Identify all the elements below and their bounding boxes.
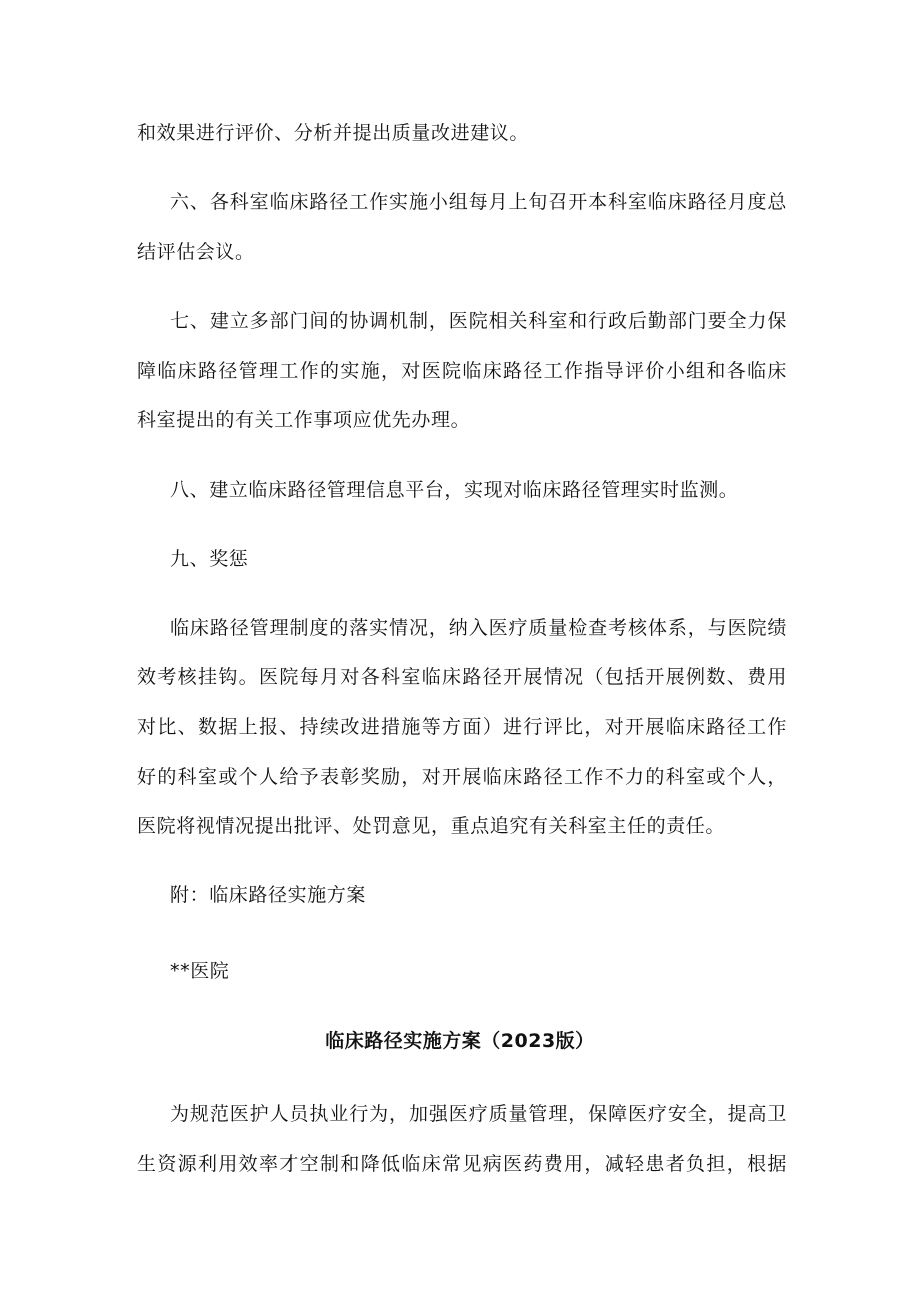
paragraph-line: 对比、数据上报、持续改进措施等方面）进行评比，对开展临床路径工作 (137, 716, 787, 738)
paragraph-line: 七、建立多部门间的协调机制，医院相关科室和行政后勤部门要全力保 (170, 310, 787, 332)
paragraph-line: 临床路径管理制度的落实情况，纳入医疗质量检查考核体系，与医院绩 (170, 617, 787, 639)
hospital-name: **医院 (170, 960, 230, 982)
paragraph-line: 结评估会议。 (137, 241, 255, 263)
paragraph-line: 效考核挂钩。医院每月对各科室临床路径开展情况（包括开展例数、费用 (137, 666, 787, 688)
paragraph-line: 生资源利用效率才空制和降低临床常见病医药费用，减轻患者负担，根据 (137, 1153, 787, 1175)
paragraph-line: 八、建立临床路径管理信息平台，实现对临床路径管理实时监测。 (170, 479, 739, 501)
paragraph-line: 障临床路径管理工作的实施，对医院临床路径工作指导评价小组和各临床 (137, 360, 787, 382)
attachment-note: 附：临床路径实施方案 (170, 884, 367, 906)
paragraph-line: 医院将视情况提出批评、处罚意见，重点追究有关科室主任的责任。 (137, 815, 726, 837)
paragraph-line: 科室提出的有关工作事项应优先办理。 (137, 409, 471, 431)
paragraph-line: 好的科室或个人给予表彰奖励，对开展临床路径工作不力的科室或个人， (137, 766, 787, 788)
section-heading: 九、奖惩 (170, 548, 249, 570)
paragraph-line: 六、各科室临床路径工作实施小组每月上旬召开本科室临床路径月度总 (170, 191, 787, 213)
paragraph-line: 和效果进行评价、分析并提出质量改进建议。 (137, 122, 530, 144)
plan-title: 临床路径实施方案（2023版） (325, 1030, 595, 1052)
paragraph-line: 为规范医护人员执业行为，加强医疗质量管理，保障医疗安全，提高卫 (170, 1103, 787, 1125)
